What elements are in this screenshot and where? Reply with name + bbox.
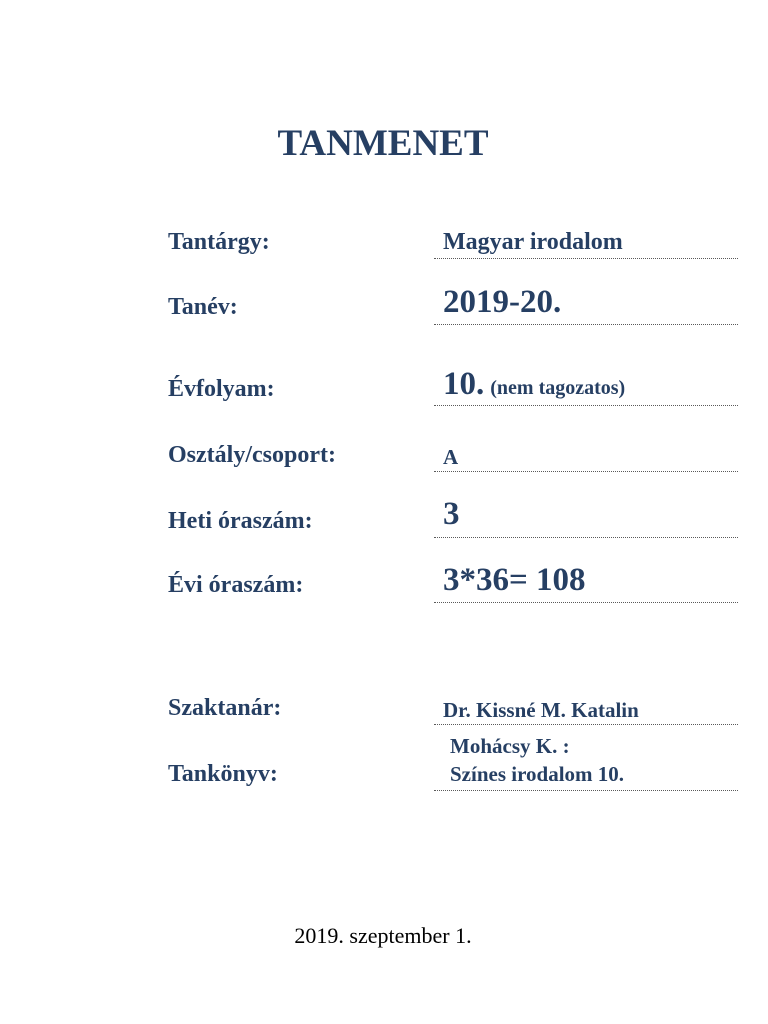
weekly-hours-value: 3 — [443, 496, 460, 532]
class-group-label: Osztály/csoport: — [168, 442, 336, 468]
subject-dotted-line — [434, 258, 738, 259]
school-year-label: Tanév: — [168, 294, 238, 320]
grade-dotted-line — [434, 405, 738, 406]
teacher-dotted-line — [434, 724, 738, 725]
yearly-hours-label: Évi óraszám: — [168, 572, 304, 598]
teacher-label: Szaktanár: — [168, 695, 282, 721]
textbook-author: Mohácsy K. : — [450, 734, 570, 758]
grade-value: 10. — [443, 366, 485, 402]
subject-label: Tantárgy: — [168, 229, 270, 255]
grade-note: (nem tagozatos) — [490, 377, 626, 399]
textbook-label: Tankönyv: — [168, 761, 278, 787]
yearly-hours-value: 3*36= 108 — [443, 562, 586, 598]
class-group-dotted-line — [434, 471, 738, 472]
class-group-value: A — [443, 445, 459, 469]
weekly-hours-label: Heti óraszám: — [168, 508, 313, 534]
textbook-value — [450, 732, 624, 788]
textbook-dotted-line — [434, 790, 738, 791]
weekly-hours-dotted-line — [434, 537, 738, 538]
grade-label: Évfolyam: — [168, 376, 275, 402]
school-year-value: 2019-20. — [443, 284, 562, 320]
subject-value: Magyar irodalom — [443, 229, 623, 255]
grade-value-group — [443, 364, 625, 408]
textbook-title: Színes irodalom 10. — [450, 762, 625, 786]
school-year-dotted-line — [434, 324, 738, 325]
document-date: 2019. szeptember 1. — [294, 923, 472, 948]
teacher-value: Dr. Kissné M. Katalin — [443, 698, 639, 722]
yearly-hours-dotted-line — [434, 602, 738, 603]
document-title: TANMENET — [277, 123, 489, 164]
